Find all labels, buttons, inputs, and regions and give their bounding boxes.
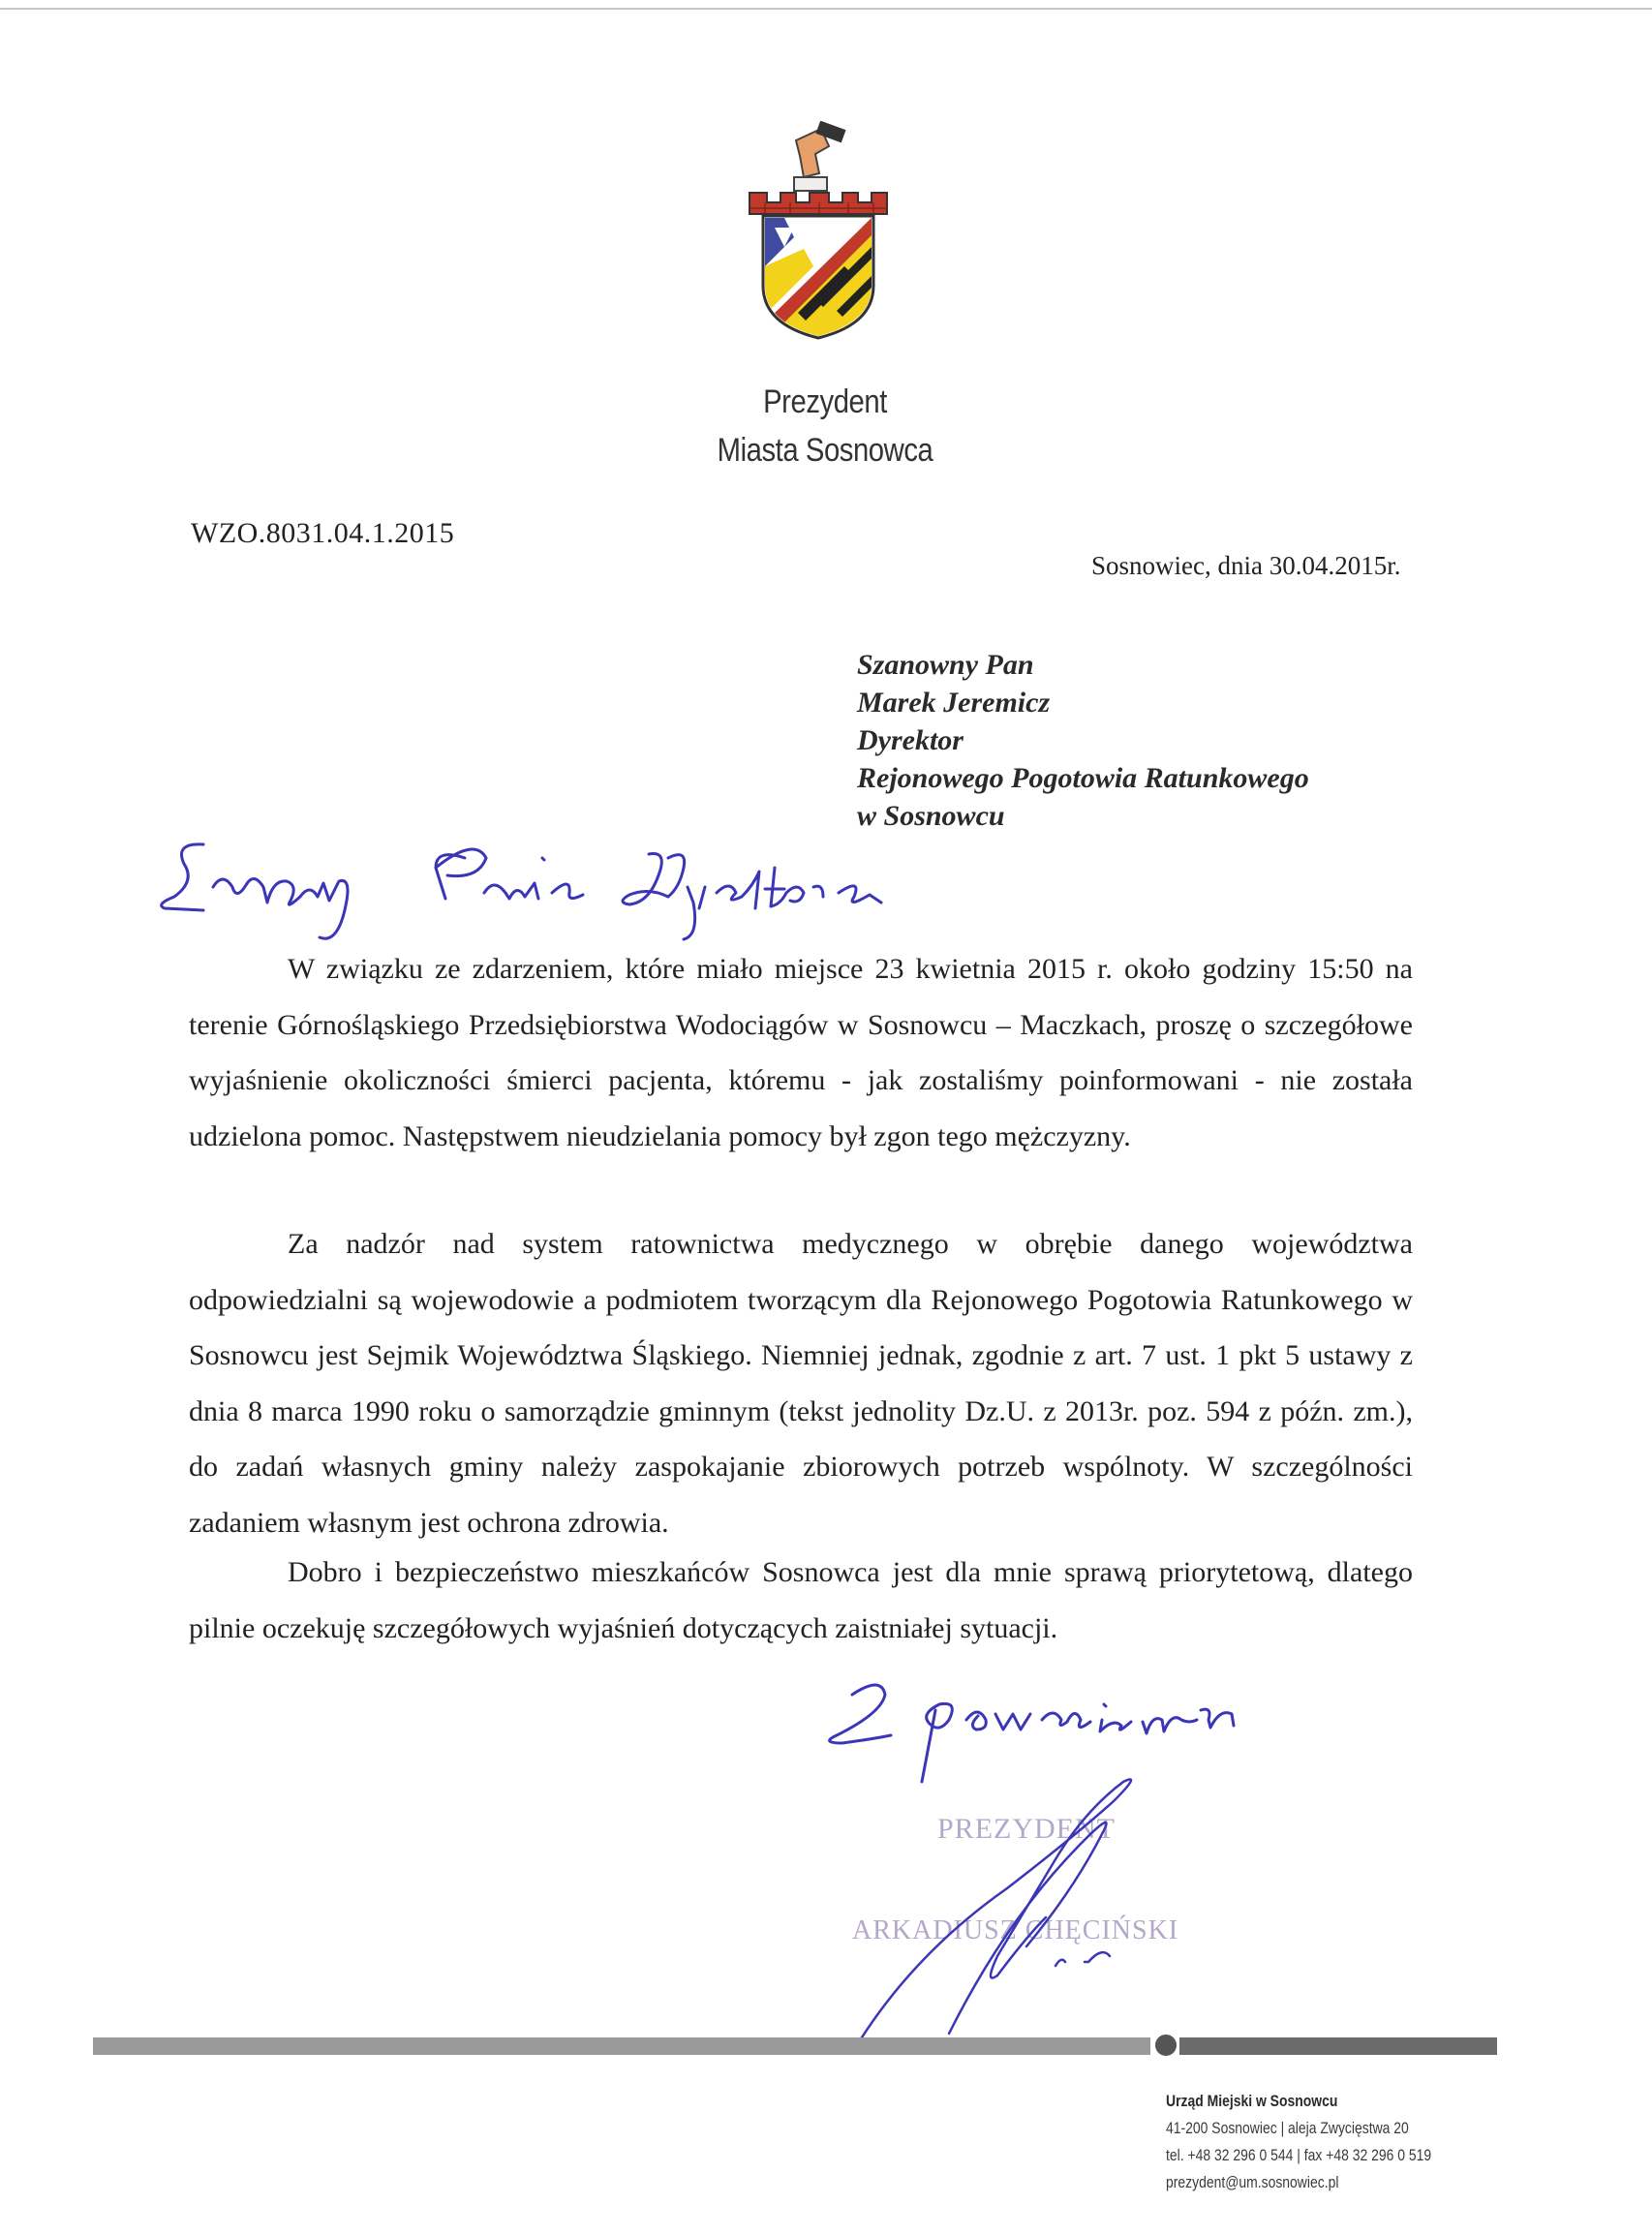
stamp-name: ARKADIUSZ CHĘCIŃSKI — [852, 1915, 1179, 1945]
addressee-line: Szanowny Pan — [857, 649, 1034, 681]
addressee-line: Marek Jeremicz — [857, 687, 1051, 719]
header-title-line2: Miasta Sosnowca — [717, 432, 933, 469]
stamp-title: PREZYDENT — [937, 1813, 1116, 1845]
body-paragraph: Dobro i bezpieczeństwo mieszkańców Sosnowca jest dla mnie sprawą priorytetową, dlatego pilnie oczekuję szczegółowych wyjaśnień dotyczących zaistniałej sytuacji. — [189, 1556, 1413, 1644]
footer-bar-dot-icon — [1152, 2032, 1179, 2059]
footer-office: Urząd Miejski w Sosnowcu — [1166, 2092, 1338, 2110]
signature-icon — [794, 1743, 1239, 2063]
reference-number: WZO.8031.04.1.2015 — [191, 517, 455, 549]
body-paragraph: Za nadzór nad system ratownictwa medycznego w obrębie danego województwa odpowiedzialni są wojewodowie a podmiotem tworzącym dla Rejonowego Pogotowia Ratunkowego w Sosnowcu jest Sejmik Województwa Śląskiego. Niemniej jednak, zgodnie z art. 7 ust. 1 pkt 5 ustawy z dnia 8 marca 1990 roku o samorządzie gminnym (tekst jednolity Dz.U. z 2013r. poz. 594 z późn. zm.), do zadań własnych gminy należy zaspokajanie zbiorowych potrzeb wspólnoty. W szczególności zadaniem własnym jest ochrona zdrowia. — [189, 1228, 1413, 1539]
footer-bar-left — [93, 2037, 1150, 2055]
coat-of-arms-icon — [736, 121, 901, 344]
footer-address: 41-200 Sosnowiec | aleja Zwycięstwa 20 — [1166, 2119, 1409, 2137]
header-title-line1: Prezydent — [763, 383, 887, 420]
addressee-line: Rejonowego Pogotowia Ratunkowego — [857, 762, 1309, 794]
body-paragraph: W związku ze zdarzeniem, które miało miejsce 23 kwietnia 2015 r. około godziny 15:50 na terenie Górnośląskiego Przedsiębiorstwa Wodociągów w Sosnowcu – Maczkach, proszę o szczegółowe wyjaśnienie okoliczności śmierci pacjenta, któremu - jak zostaliśmy poinformowani - nie została udzielona pomoc. Następstwem nieudzielania pomocy był zgon tego mężczyzny. — [189, 953, 1413, 1152]
top-scan-line — [0, 8, 1652, 10]
handwritten-salutation-icon — [145, 829, 1017, 945]
footer-bar-right — [1179, 2037, 1497, 2055]
footer-phone-fax: tel. +48 32 296 0 544 | fax +48 32 296 0 519 — [1166, 2146, 1432, 2164]
addressee-line: w Sosnowcu — [857, 800, 1005, 832]
addressee-line: Dyrektor — [857, 724, 964, 756]
date-line: Sosnowiec, dnia 30.04.2015r. — [1091, 551, 1401, 580]
footer-email: prezydent@um.sosnowiec.pl — [1166, 2173, 1339, 2191]
